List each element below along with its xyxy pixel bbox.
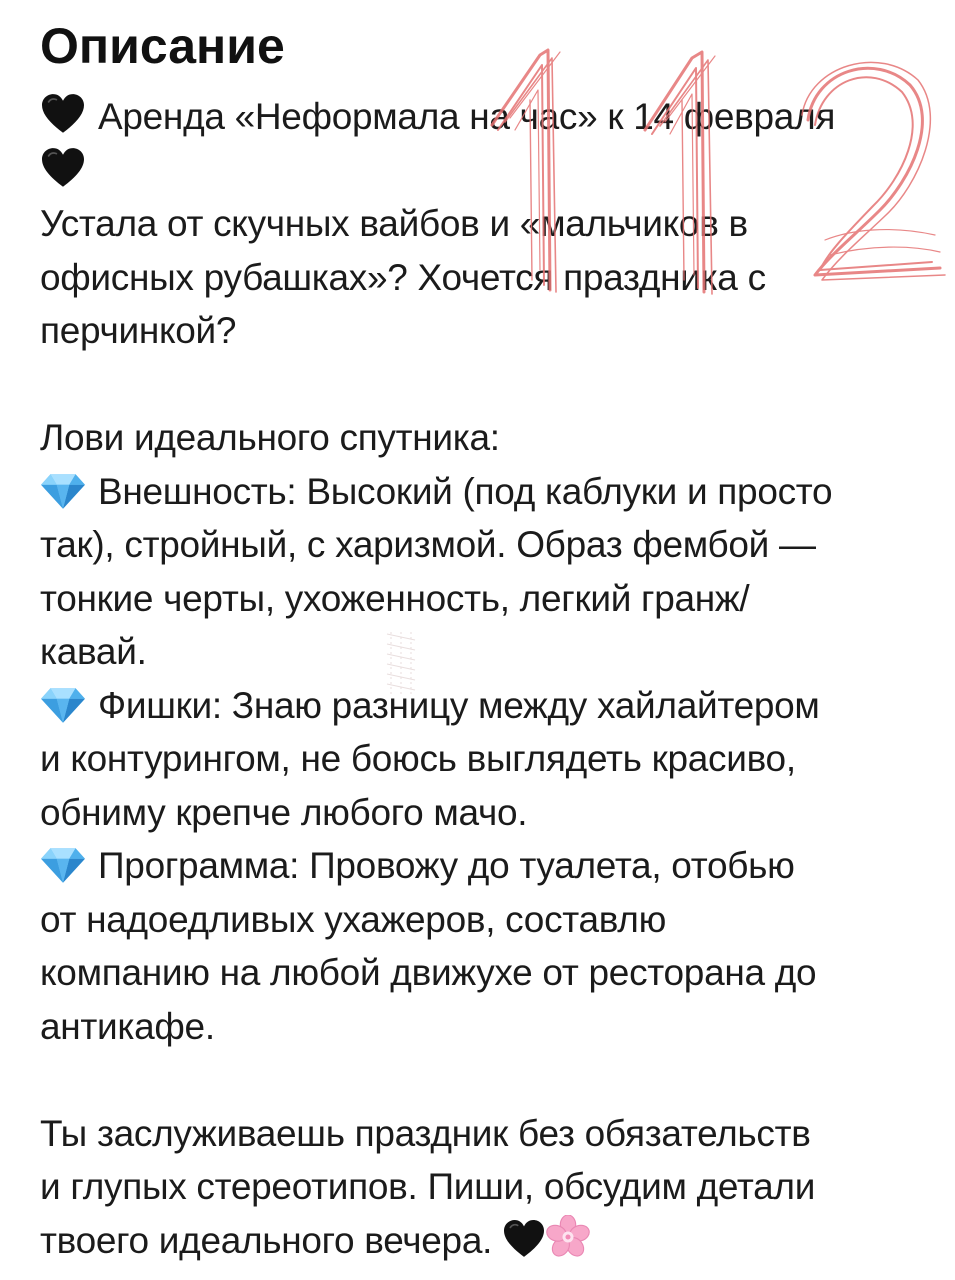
blank-line [40, 1053, 930, 1107]
paragraph-line: перчинкой? [40, 310, 237, 351]
paragraph-line: Лови идеального спутника: [40, 417, 500, 458]
section-title: Описание [40, 18, 285, 74]
paragraph-line: компанию на любой движухе от ресторана до [40, 952, 817, 993]
text-line [40, 90, 930, 144]
paragraph-line: от надоедливых ухажеров, составлю [40, 898, 667, 940]
paragraph-line: антикафе. [40, 1005, 215, 1047]
closing-line [40, 1214, 930, 1268]
text-line [40, 144, 930, 198]
paragraph-line: обниму крепче любого мачо. [40, 791, 528, 833]
paragraph-line: Устала от скучных вайбов и «мальчиков в [40, 203, 748, 244]
gem-stone-icon [40, 846, 86, 884]
black-heart-icon [502, 1219, 546, 1259]
paragraph-line: офисных рубашках»? Хочется праздника с [40, 256, 766, 298]
description-block [40, 14, 930, 1267]
paragraph-line: тонкие черты, ухоженность, легкий гранж/ [40, 577, 750, 619]
list-item-label: Программа: Провожу до туалета, отобью [98, 845, 795, 886]
list-item-appearance [40, 465, 930, 519]
cherry-blossom-icon [546, 1215, 590, 1259]
gem-stone-icon [40, 686, 86, 724]
paragraph-line: так), стройный, с харизмой. Образ фембой — [40, 524, 816, 565]
list-item-label: Внешность: Высокий (под каблуки и просто [98, 470, 833, 512]
list-item-program [40, 839, 930, 893]
paragraph-line: кавай. [40, 631, 147, 672]
black-heart-icon [40, 147, 86, 189]
blank-line [40, 358, 930, 412]
list-item-features [40, 679, 930, 733]
gem-stone-icon [40, 472, 86, 510]
closing-text: твоего идеального вечера. [40, 1219, 493, 1261]
paragraph-line: и глупых стереотипов. Пиши, обсудим детали [40, 1166, 816, 1207]
headline-text: Аренда «Неформала на час» к 14 февраля [98, 96, 836, 137]
paragraph-line: и контурингом, не боюсь выглядеть красиво, [40, 738, 796, 779]
list-item-label: Фишки: Знаю разницу между хайлайтером [98, 684, 820, 726]
black-heart-icon [40, 93, 86, 135]
paragraph-line: Ты заслуживаешь праздник без обязательств [40, 1112, 811, 1154]
